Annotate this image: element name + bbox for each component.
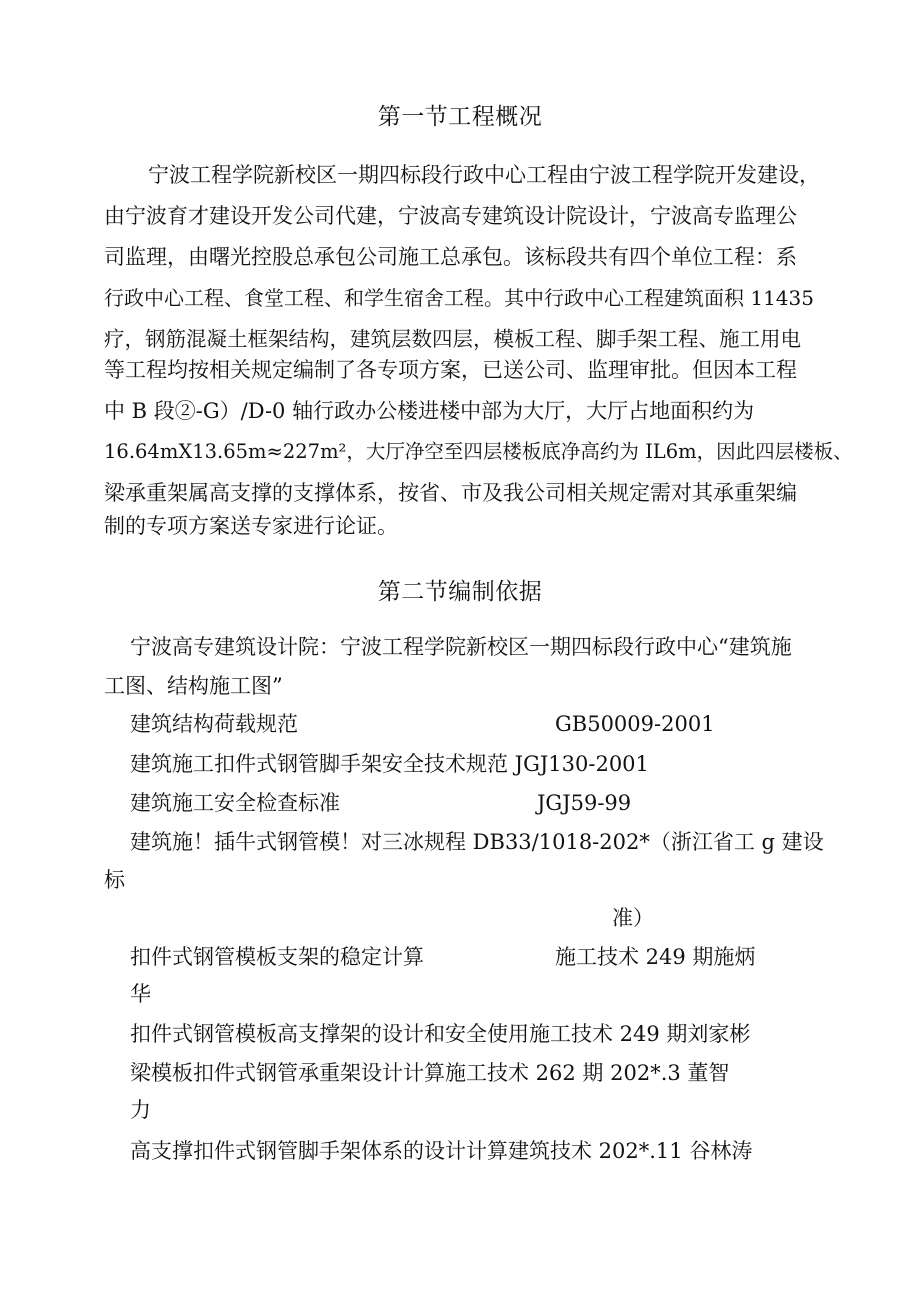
section1-line-2: 由宁波育才建设开发公司代建，宁波高专建筑设计院设计，宁波高专监理公 (104, 204, 797, 228)
section1-heading: 第一节工程概况 (377, 104, 543, 130)
section1-line-1: 宁波工程学院新校区一期四标段行政中心工程由宁波工程学院开发建设， (148, 163, 820, 187)
ref-stability-calc-author: 华 (130, 982, 151, 1006)
ref-load-code-title: 建筑结构荷载规范 (130, 712, 298, 736)
ref-stability-calc-source: 施工技术 249 期施炳 (555, 945, 756, 969)
section2-line-2: 工图、结构施工图” (104, 674, 283, 698)
section2-heading: 第二节编制依据 (377, 579, 543, 605)
ref-scaffold-code: 建筑施工扣件式钢管脚手架安全技术规范 JGJ130-2001 (130, 752, 649, 776)
ref-scaffold-system-calc: 高支撑扣件式钢管脚手架体系的设计计算建筑技术 202*.11 谷林涛 (130, 1139, 753, 1163)
ref-formwork-code-cont: 标 (104, 868, 125, 892)
section1-line-10: 制的专项方案送专家进行论证。 (104, 514, 398, 538)
section1-line-5: 疗，钢筋混凝土框架结构，建筑层数四层，模板工程、脚手架工程、施工用电 (104, 327, 801, 351)
ref-formwork-code-end: 准） (612, 906, 654, 930)
ref-safety-standard-title: 建筑施工安全检查标准 (130, 791, 340, 815)
section1-line-6: 等工程均按相关规定编制了各专项方案，已送公司、监理审批。但因本工程 (104, 358, 797, 382)
ref-safety-standard-number: JGJ59-99 (537, 791, 632, 815)
section2-line-1: 宁波高专建筑设计院：宁波工程学院新校区一期四标段行政中心“建筑施 (130, 635, 792, 659)
ref-load-code-number: GB50009-2001 (555, 712, 715, 736)
ref-beam-formwork-calc: 梁模板扣件式钢管承重架设计计算施工技术 262 期 202*.3 董智 (130, 1061, 730, 1085)
section1-line-8: 16.64mX13.65m≈227m²，大厅净空至四层楼板底净高约为 IL6m，因此四层楼板、 (104, 440, 853, 463)
section1-line-3: 司监理，由曙光控股总承包公司施工总承包。该标段共有四个单位工程：系 (104, 245, 797, 269)
ref-stability-calc-title: 扣件式钢管模板支架的稳定计算 (130, 945, 424, 969)
ref-high-support-design: 扣件式钢管模板高支撑架的设计和安全使用施工技术 249 期刘家彬 (130, 1022, 751, 1046)
ref-beam-formwork-calc-cont: 力 (130, 1098, 151, 1122)
ref-formwork-code: 建筑施！插牛式钢管模！对三冰规程 DB33/1018-202*（浙江省工 g 建设 (130, 830, 824, 854)
section1-line-7: 中 B 段②-G）/D-0 轴行政办公楼进楼中部为大厅，大厅占地面积约为 (104, 399, 755, 423)
section1-line-4: 行政中心工程、食堂工程、和学生宿舍工程。其中行政中心工程建筑面积 11435 (104, 286, 814, 310)
section1-line-9: 梁承重架属高支撑的支撑体系，按省、市及我公司相关规定需对其承重架编 (104, 481, 797, 505)
